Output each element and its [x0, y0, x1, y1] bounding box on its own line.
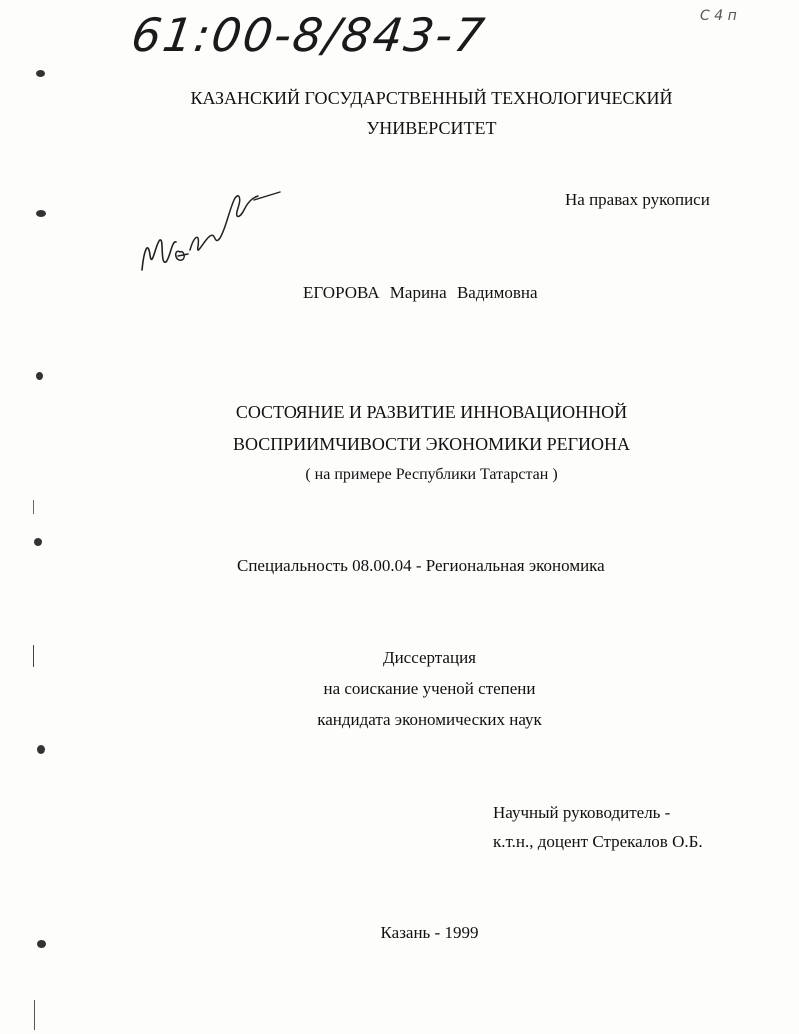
university-name-line-1: КАЗАНСКИЙ ГОСУДАРСТВЕННЫЙ ТЕХНОЛОГИЧЕСКИЙ	[190, 88, 673, 108]
author-name: ЕГОРОВА Марина Вадимовна	[303, 283, 538, 302]
corner-handwritten-mark: С 4 п	[700, 8, 737, 24]
thesis-title-line-1: СОСТОЯНИЕ И РАЗВИТИЕ ИННОВАЦИОННОЙ	[235, 402, 628, 422]
advisor-label: Научный руководитель -	[493, 803, 671, 822]
thesis-subtitle: ( на примере Республики Татарстан )	[305, 466, 558, 483]
degree-name-line: кандидата экономических наук	[317, 710, 542, 729]
city-and-year: Казань - 1999	[380, 923, 479, 942]
dissertation-label: Диссертация	[382, 648, 476, 667]
binding-scan-marks	[0, 0, 60, 1034]
advisor-name: к.т.н., доцент Стрекалов О.Б.	[493, 832, 703, 851]
manuscript-rights-note: На правах рукописи	[565, 190, 710, 209]
university-name-line-2: УНИВЕРСИТЕТ	[366, 118, 497, 138]
handwritten-catalog-number: 61:00-8/843-7	[128, 8, 490, 62]
degree-purpose-line: на соискание ученой степени	[323, 679, 536, 698]
handwritten-signature	[130, 170, 290, 290]
thesis-title-line-2: ВОСПРИИМЧИВОСТИ ЭКОНОМИКИ РЕГИОНА	[232, 434, 631, 454]
specialty-line: Специальность 08.00.04 - Региональная экономика	[237, 556, 605, 575]
